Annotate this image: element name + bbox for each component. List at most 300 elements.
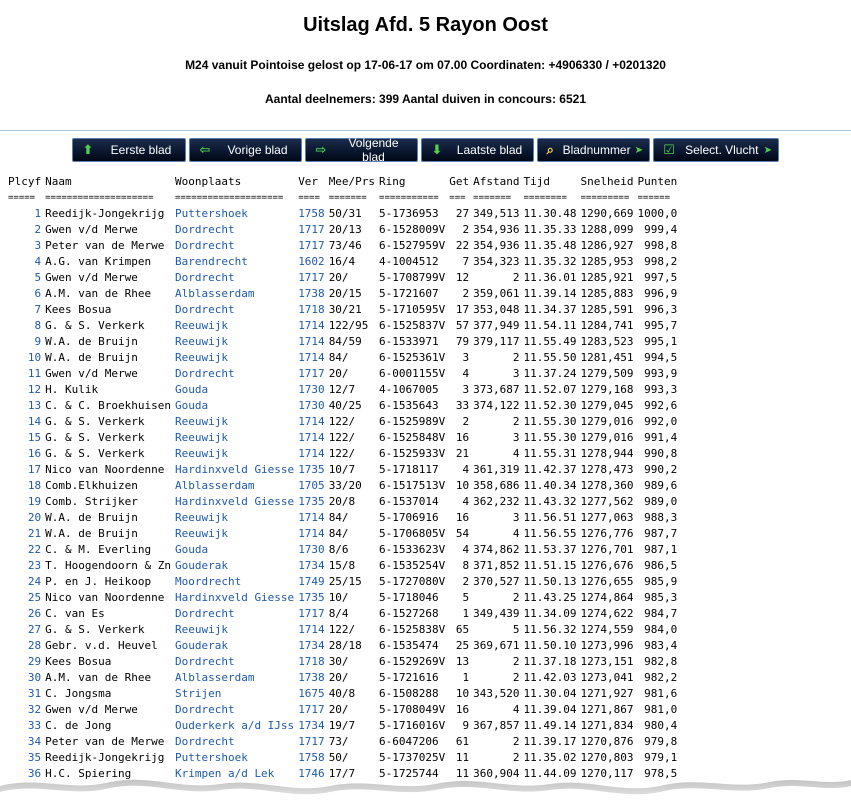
- cell-woonplaats[interactable]: Reeuwijk: [174, 623, 228, 636]
- cell-plcyf[interactable]: 16: [27, 447, 42, 460]
- cell-punten: 987,7: [644, 527, 678, 540]
- cell-tijd: 11.34.09: [523, 607, 577, 620]
- cell-afstand: 2: [512, 735, 520, 748]
- cell-naam: Gwen v/d Merwe: [45, 223, 138, 236]
- cell-ring: 6-1508288: [379, 687, 439, 700]
- next-page-button[interactable]: ⇨ Volgende blad: [305, 138, 418, 162]
- cell-afstand: 353,048: [473, 303, 520, 316]
- select-icon: ☑: [663, 142, 675, 157]
- cell-mee-prs: 122/: [328, 431, 356, 444]
- cell-ver[interactable]: 1758: [298, 207, 325, 220]
- cell-ring: 6-1525837V: [379, 319, 446, 332]
- cell-ver[interactable]: 1714: [298, 527, 325, 540]
- cell-snelheid: 1286,927: [580, 239, 634, 252]
- cell-mee-prs: 73/: [328, 735, 349, 748]
- cell-ring: 5-1706805V: [379, 527, 446, 540]
- cell-woonplaats[interactable]: Moordrecht: [174, 575, 242, 588]
- cell-afstand: 379,117: [473, 335, 520, 348]
- cell-snelheid: 1285,921: [580, 271, 634, 284]
- cell-woonplaats[interactable]: Gouderak: [174, 639, 228, 652]
- cell-mee-prs: 10/: [328, 591, 349, 604]
- cell-plcyf[interactable]: 4: [34, 255, 42, 268]
- cell-snelheid: 1270,876: [580, 735, 634, 748]
- table-row: [6, 510, 679, 526]
- separator: ====================: [174, 193, 284, 203]
- cell-plcyf[interactable]: 5: [34, 271, 42, 284]
- chevron-right-icon: ➤: [634, 144, 643, 156]
- cell-plcyf[interactable]: 22: [27, 543, 42, 556]
- cell-plcyf[interactable]: 8: [34, 319, 42, 332]
- cell-get: 17: [455, 303, 470, 316]
- cell-snelheid: 1277,063: [580, 511, 634, 524]
- cell-mee-prs: 50/31: [328, 207, 362, 220]
- table-row: [6, 702, 679, 718]
- cell-punten: 990,8: [644, 447, 678, 460]
- cell-woonplaats[interactable]: Strijen: [174, 687, 222, 700]
- cell-plcyf[interactable]: 26: [27, 607, 42, 620]
- cell-afstand: 4: [512, 527, 520, 540]
- cell-naam: C. Jongsma: [45, 687, 112, 700]
- cell-mee-prs: 17/7: [328, 767, 356, 780]
- cell-ring: 5-1727080V: [379, 575, 446, 588]
- cell-tijd: 11.52.07: [523, 383, 577, 396]
- cell-ring: 5-1708049V: [379, 703, 446, 716]
- cell-punten: 982,8: [644, 655, 678, 668]
- cell-get: 1: [462, 607, 470, 620]
- cell-ver[interactable]: 1746: [298, 767, 325, 780]
- cell-plcyf[interactable]: 23: [27, 559, 42, 572]
- cell-naam: W.A. de Bruijn: [45, 351, 138, 364]
- cell-plcyf[interactable]: 33: [27, 719, 42, 732]
- cell-ring: 6-1527268: [379, 607, 439, 620]
- select-flight-button[interactable]: ☑ Select. Vlucht ➤: [653, 138, 779, 162]
- cell-punten: 1000,0: [637, 207, 678, 220]
- cell-woonplaats[interactable]: Dordrecht: [174, 367, 235, 380]
- table-row: [6, 238, 679, 254]
- cell-plcyf[interactable]: 15: [27, 431, 42, 444]
- cell-tijd: 11.40.34: [523, 479, 577, 492]
- cell-tijd: 11.43.25: [523, 591, 577, 604]
- cell-naam: A.M. van de Rhee: [45, 287, 152, 300]
- cell-tijd: 11.30.04: [523, 687, 577, 700]
- cell-woonplaats[interactable]: Dordrecht: [174, 271, 235, 284]
- cell-plcyf[interactable]: 27: [27, 623, 42, 636]
- cell-plcyf[interactable]: 20: [27, 511, 42, 524]
- cell-naam: H.C. Spiering: [45, 767, 132, 780]
- cell-mee-prs: 19/7: [328, 719, 356, 732]
- table-row: [6, 606, 679, 622]
- cell-snelheid: 1273,151: [580, 655, 634, 668]
- cell-ring: 6-1529269V: [379, 655, 446, 668]
- cell-ver[interactable]: 1602: [298, 255, 325, 268]
- cell-ver[interactable]: 1730: [298, 399, 325, 412]
- cell-plcyf[interactable]: 24: [27, 575, 42, 588]
- page-header: [0, 0, 851, 106]
- page-title: Uitslag Afd. 5 Rayon Oost: [303, 14, 548, 36]
- cell-ver[interactable]: 1758: [298, 751, 325, 764]
- cell-woonplaats[interactable]: Reeuwijk: [174, 511, 228, 524]
- cell-plcyf[interactable]: 32: [27, 703, 42, 716]
- previous-page-button[interactable]: ⇦ Vorige blad: [189, 138, 302, 162]
- cell-woonplaats[interactable]: Reeuwijk: [174, 447, 228, 460]
- cell-snelheid: 1271,927: [580, 687, 634, 700]
- cell-ring: 5-1736953: [379, 207, 439, 220]
- last-page-button[interactable]: ⬇ Laatste blad: [421, 138, 534, 162]
- col-woonplaats: Woonplaats: [174, 175, 242, 188]
- cell-woonplaats[interactable]: Dordrecht: [174, 735, 235, 748]
- cell-ver[interactable]: 1718: [298, 655, 325, 668]
- cell-woonplaats[interactable]: Krimpen a/d Lek: [174, 767, 275, 780]
- cell-get: 1: [462, 671, 470, 684]
- cell-plcyf[interactable]: 2: [34, 223, 42, 236]
- cell-ver[interactable]: 1714: [298, 623, 325, 636]
- cell-punten: 989,6: [644, 479, 678, 492]
- cell-woonplaats[interactable]: Ouderkerk a/d IJss: [174, 719, 295, 732]
- cell-woonplaats[interactable]: Hardinxveld Giesse: [174, 591, 295, 604]
- cell-woonplaats[interactable]: Reeuwijk: [174, 431, 228, 444]
- chevron-right-icon: ➤: [763, 144, 772, 156]
- cell-ring: 6-1525361V: [379, 351, 446, 364]
- cell-plcyf[interactable]: 25: [27, 591, 42, 604]
- cell-afstand: 2: [512, 671, 520, 684]
- cell-tijd: 11.55.30: [523, 415, 577, 428]
- cell-punten: 986,5: [644, 559, 678, 572]
- cell-woonplaats[interactable]: Hardinxveld Giesse: [174, 463, 295, 476]
- cell-naam: Gwen v/d Merwe: [45, 271, 138, 284]
- cell-ver[interactable]: 1675: [298, 687, 325, 700]
- cell-plcyf[interactable]: 18: [27, 479, 42, 492]
- table-row: [6, 254, 679, 270]
- cell-ver[interactable]: 1717: [298, 223, 325, 236]
- separator: ===========: [379, 193, 439, 203]
- cell-afstand: 343,520: [473, 687, 520, 700]
- cell-ver[interactable]: 1714: [298, 319, 325, 332]
- cell-mee-prs: 40/8: [328, 687, 356, 700]
- cell-ver[interactable]: 1714: [298, 351, 325, 364]
- cell-afstand: 5: [512, 623, 520, 636]
- cell-woonplaats[interactable]: Hardinxveld Giesse: [174, 495, 295, 508]
- cell-afstand: 374,862: [473, 543, 520, 556]
- cell-punten: 979,1: [644, 751, 678, 764]
- table-row: [6, 430, 679, 446]
- cell-tijd: 11.53.37: [523, 543, 577, 556]
- results-body: [6, 206, 679, 782]
- cell-woonplaats[interactable]: Gouda: [174, 543, 209, 556]
- arrow-down-icon: ⬇: [431, 142, 443, 157]
- cell-snelheid: 1279,016: [580, 431, 634, 444]
- cell-woonplaats[interactable]: Alblasserdam: [174, 671, 255, 684]
- cell-ver[interactable]: 1718: [298, 303, 325, 316]
- cell-mee-prs: 15/8: [328, 559, 356, 572]
- separator: =========: [580, 193, 630, 203]
- cell-woonplaats[interactable]: Puttershoek: [174, 207, 248, 220]
- cell-snelheid: 1279,045: [580, 399, 634, 412]
- cell-naam: W.A. de Bruijn: [45, 335, 138, 348]
- cell-tijd: 11.35.02: [523, 751, 577, 764]
- cell-woonplaats[interactable]: Dordrecht: [174, 223, 235, 236]
- cell-plcyf[interactable]: 17: [27, 463, 42, 476]
- cell-ver[interactable]: 1717: [298, 367, 325, 380]
- cell-get: 4: [462, 543, 470, 556]
- cell-plcyf[interactable]: 34: [27, 735, 42, 748]
- cell-snelheid: 1281,451: [580, 351, 634, 364]
- cell-snelheid: 1279,016: [580, 415, 634, 428]
- table-row: [6, 334, 679, 350]
- cell-get: 2: [462, 415, 470, 428]
- cell-naam: C. van Es: [45, 607, 105, 620]
- cell-ring: 6-1533623V: [379, 543, 446, 556]
- cell-ver[interactable]: 1714: [298, 335, 325, 348]
- cell-woonplaats[interactable]: Reeuwijk: [174, 319, 228, 332]
- cell-plcyf[interactable]: 10: [27, 351, 42, 364]
- cell-woonplaats[interactable]: Alblasserdam: [174, 479, 255, 492]
- cell-plcyf[interactable]: 1: [34, 207, 42, 220]
- cell-punten: 992,0: [644, 415, 678, 428]
- cell-woonplaats[interactable]: Reeuwijk: [174, 527, 228, 540]
- cell-plcyf[interactable]: 28: [27, 639, 42, 652]
- cell-plcyf[interactable]: 29: [27, 655, 42, 668]
- cell-naam: W.A. de Bruijn: [45, 527, 138, 540]
- cell-woonplaats[interactable]: Dordrecht: [174, 607, 235, 620]
- cell-punten: 995,1: [644, 335, 678, 348]
- header-row: [6, 174, 679, 190]
- cell-tijd: 11.35.32: [523, 255, 577, 268]
- cell-ring: 6-0001155V: [379, 367, 446, 380]
- cell-get: 10: [455, 479, 470, 492]
- cell-snelheid: 1278,360: [580, 479, 634, 492]
- cell-mee-prs: 20/: [328, 271, 349, 284]
- cell-tijd: 11.50.13: [523, 575, 577, 588]
- cell-tijd: 11.56.51: [523, 511, 577, 524]
- cell-ver[interactable]: 1714: [298, 431, 325, 444]
- cell-ver[interactable]: 1730: [298, 383, 325, 396]
- cell-mee-prs: 30/21: [328, 303, 362, 316]
- cell-tijd: 11.56.32: [523, 623, 577, 636]
- cell-naam: P. en J. Heikoop: [45, 575, 152, 588]
- cell-woonplaats[interactable]: Gouderak: [174, 559, 228, 572]
- cell-tijd: 11.34.37: [523, 303, 577, 316]
- cell-get: 7: [462, 255, 470, 268]
- cell-plcyf[interactable]: 11: [27, 367, 42, 380]
- cell-afstand: 2: [512, 415, 520, 428]
- cell-get: 2: [462, 287, 470, 300]
- cell-plcyf[interactable]: 9: [34, 335, 42, 348]
- cell-punten: 983,4: [644, 639, 678, 652]
- cell-punten: 991,4: [644, 431, 678, 444]
- cell-ver[interactable]: 1749: [298, 575, 325, 588]
- cell-naam: Gwen v/d Merwe: [45, 367, 138, 380]
- cell-plcyf[interactable]: 30: [27, 671, 42, 684]
- cell-afstand: 3: [512, 511, 520, 524]
- cell-snelheid: 1278,473: [580, 463, 634, 476]
- cell-naam: Reedijk-Jongekrijg: [45, 207, 165, 220]
- participant-stats: Aantal deelnemers: 399 Aantal duiven in concours: 6521: [265, 92, 586, 106]
- cell-ver[interactable]: 1717: [298, 735, 325, 748]
- cell-naam: G. & S. Verkerk: [45, 431, 145, 444]
- cell-woonplaats[interactable]: Gouda: [174, 383, 209, 396]
- cell-naam: Reedijk-Jongekrijg: [45, 751, 165, 764]
- cell-naam: A.M. van de Rhee: [45, 671, 152, 684]
- cell-naam: Comb. Strijker: [45, 495, 138, 508]
- cell-ver[interactable]: 1738: [298, 287, 325, 300]
- cell-naam: H. Kulik: [45, 383, 99, 396]
- separator: =======: [328, 193, 367, 203]
- cell-naam: A.G. van Krimpen: [45, 255, 152, 268]
- cell-ring: 6-6047206: [379, 735, 439, 748]
- cell-tijd: 11.39.17: [523, 735, 577, 748]
- table-row: [6, 318, 679, 334]
- cell-afstand: 362,232: [473, 495, 520, 508]
- cell-naam: Nico van Noordenne: [45, 463, 165, 476]
- cell-ver[interactable]: 1717: [298, 271, 325, 284]
- cell-punten: 998,8: [644, 239, 678, 252]
- cell-ring: 6-1535474: [379, 639, 439, 652]
- cell-punten: 982,2: [644, 671, 678, 684]
- cell-get: 4: [462, 495, 470, 508]
- cell-mee-prs: 20/8: [328, 495, 356, 508]
- cell-ver[interactable]: 1730: [298, 543, 325, 556]
- cell-naam: G. & S. Verkerk: [45, 623, 145, 636]
- cell-mee-prs: 122/: [328, 415, 356, 428]
- cell-ver[interactable]: 1738: [298, 671, 325, 684]
- cell-plcyf[interactable]: 6: [34, 287, 42, 300]
- cell-tijd: 11.35.33: [523, 223, 577, 236]
- cell-ver[interactable]: 1714: [298, 447, 325, 460]
- cell-woonplaats[interactable]: Dordrecht: [174, 655, 235, 668]
- cell-woonplaats[interactable]: Reeuwijk: [174, 335, 228, 348]
- cell-ring: 5-1706916: [379, 511, 439, 524]
- cell-woonplaats[interactable]: Gouda: [174, 399, 209, 412]
- cell-tijd: 11.39.04: [523, 703, 577, 716]
- cell-ring: 6-1535254V: [379, 559, 446, 572]
- cell-ver[interactable]: 1717: [298, 703, 325, 716]
- cell-woonplaats[interactable]: Puttershoek: [174, 751, 248, 764]
- cell-mee-prs: 84/: [328, 351, 349, 364]
- col-get: Get: [449, 175, 470, 188]
- cell-get: 5: [462, 591, 470, 604]
- cell-snelheid: 1284,741: [580, 319, 634, 332]
- cell-punten: 981,0: [644, 703, 678, 716]
- cell-ver[interactable]: 1735: [298, 463, 325, 476]
- cell-plcyf[interactable]: 7: [34, 303, 42, 316]
- cell-tijd: 11.55.49: [523, 335, 577, 348]
- cell-plcyf[interactable]: 19: [27, 495, 42, 508]
- separator: ====================: [45, 193, 154, 203]
- cell-punten: 987,1: [644, 543, 678, 556]
- cell-ring: 6-1527959V: [379, 239, 446, 252]
- cell-ver[interactable]: 1714: [298, 511, 325, 524]
- cell-plcyf[interactable]: 36: [27, 767, 42, 780]
- cell-ver[interactable]: 1705: [298, 479, 325, 492]
- cell-afstand: 2: [512, 655, 520, 668]
- cell-punten: 985,9: [644, 575, 678, 588]
- cell-tijd: 11.35.48: [523, 239, 577, 252]
- cell-afstand: 360,904: [473, 767, 520, 780]
- cell-ver[interactable]: 1734: [298, 719, 325, 732]
- cell-snelheid: 1279,509: [580, 367, 634, 380]
- cell-naam: Nico van Noordenne: [45, 591, 165, 604]
- cell-mee-prs: 8/6: [328, 543, 349, 556]
- cell-ring: 5-1708799V: [379, 271, 446, 284]
- cell-ring: 5-1716016V: [379, 719, 446, 732]
- col-mee-prs: Mee/Prs: [328, 175, 376, 188]
- table-row: [6, 686, 679, 702]
- cell-get: 3: [462, 383, 470, 396]
- cell-ring: 5-1721616: [379, 671, 439, 684]
- cell-woonplaats[interactable]: Dordrecht: [174, 303, 235, 316]
- cell-afstand: 374,122: [473, 399, 520, 412]
- cell-ring: 6-1528009V: [379, 223, 446, 236]
- separator: =======: [473, 193, 512, 203]
- cell-plcyf[interactable]: 31: [27, 687, 42, 700]
- cell-punten: 996,9: [644, 287, 678, 300]
- cell-woonplaats[interactable]: Alblasserdam: [174, 287, 255, 300]
- cell-snelheid: 1270,117: [580, 767, 634, 780]
- cell-plcyf[interactable]: 13: [27, 399, 42, 412]
- cell-plcyf[interactable]: 14: [27, 415, 42, 428]
- cell-get: 4: [462, 463, 470, 476]
- cell-tijd: 11.39.14: [523, 287, 577, 300]
- cell-ver[interactable]: 1735: [298, 495, 325, 508]
- cell-ver[interactable]: 1717: [298, 239, 325, 252]
- col-ver: Ver: [298, 175, 319, 188]
- cell-punten: 996,3: [644, 303, 678, 316]
- cell-woonplaats[interactable]: Reeuwijk: [174, 415, 228, 428]
- table-row: [6, 350, 679, 366]
- first-page-button[interactable]: ⬆ Eerste blad: [72, 138, 186, 162]
- cell-plcyf[interactable]: 12: [27, 383, 42, 396]
- page-number-button[interactable]: ⌕ Bladnummer ➤: [537, 138, 650, 162]
- cell-plcyf[interactable]: 35: [27, 751, 42, 764]
- table-row: [6, 542, 679, 558]
- cell-mee-prs: 20/: [328, 703, 349, 716]
- cell-plcyf[interactable]: 21: [27, 527, 42, 540]
- col-afstand: Afstand: [473, 175, 520, 188]
- separator-row: [6, 190, 679, 206]
- cell-snelheid: 1270,803: [580, 751, 634, 764]
- cell-get: 10: [455, 687, 470, 700]
- cell-mee-prs: 12/7: [328, 383, 356, 396]
- table-row: [6, 766, 679, 782]
- cell-plcyf[interactable]: 3: [34, 239, 42, 252]
- table-row: [6, 398, 679, 414]
- cell-ring: 6-1525848V: [379, 431, 446, 444]
- cell-ver[interactable]: 1734: [298, 559, 325, 572]
- cell-woonplaats[interactable]: Dordrecht: [174, 703, 235, 716]
- cell-punten: 978,5: [644, 767, 678, 780]
- cell-ver[interactable]: 1717: [298, 607, 325, 620]
- cell-snelheid: 1273,996: [580, 639, 634, 652]
- cell-get: 2: [462, 223, 470, 236]
- cell-afstand: 354,323: [473, 255, 520, 268]
- cell-tijd: 11.30.48: [523, 207, 577, 220]
- cell-ver[interactable]: 1714: [298, 415, 325, 428]
- cell-woonplaats[interactable]: Barendrecht: [174, 255, 248, 268]
- cell-woonplaats[interactable]: Reeuwijk: [174, 351, 228, 364]
- cell-woonplaats[interactable]: Dordrecht: [174, 239, 235, 252]
- cell-ring: 6-1537014: [379, 495, 439, 508]
- cell-afstand: 361,319: [473, 463, 520, 476]
- cell-naam: T. Hoogendoorn & Zn: [45, 559, 171, 572]
- cell-naam: G. & S. Verkerk: [45, 415, 145, 428]
- cell-ver[interactable]: 1735: [298, 591, 325, 604]
- cell-mee-prs: 20/13: [328, 223, 362, 236]
- cell-snelheid: 1277,562: [580, 495, 634, 508]
- cell-get: 2: [462, 575, 470, 588]
- table-row: [6, 654, 679, 670]
- cell-ver[interactable]: 1734: [298, 639, 325, 652]
- results-table: [6, 174, 679, 782]
